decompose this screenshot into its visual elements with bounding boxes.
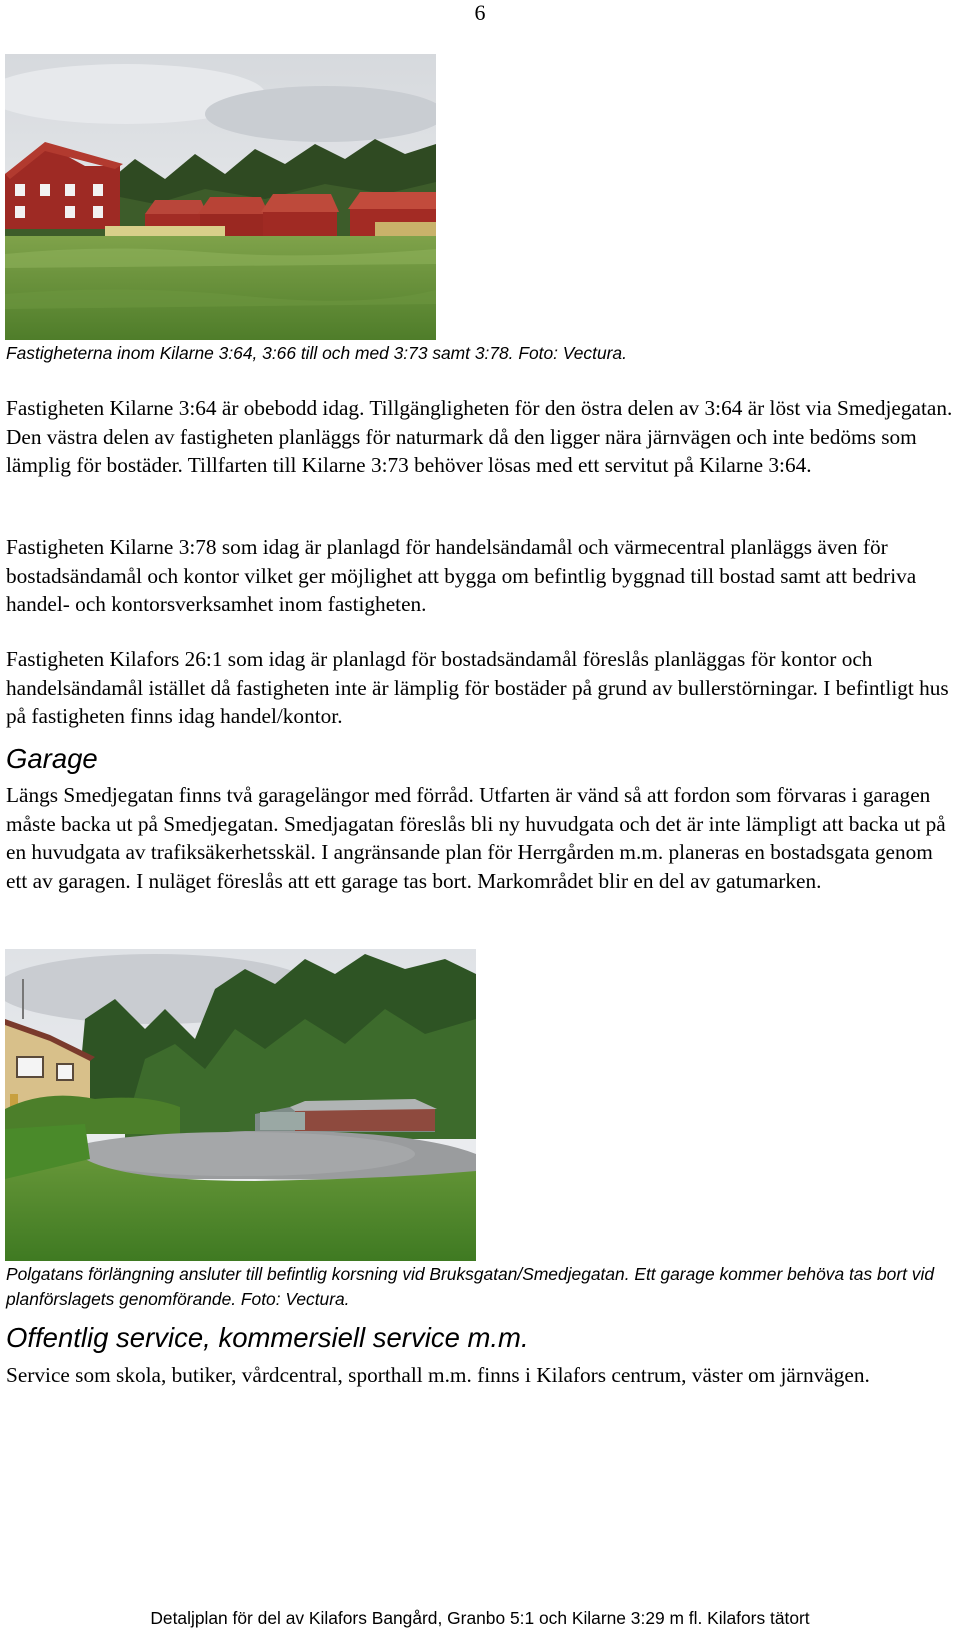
heading-garage: Garage [6, 743, 98, 774]
paragraph-kilafors-26-1: Fastigheten Kilafors 26:1 som idag är planlagd för bostadsändamål föreslås planläggas för kontor och handelsändamål istället då fastigheten inte är lämplig för bostäder på grund av bullerstörningar. I befintligt hus på fastigheten finns idag handel/kontor. [6, 647, 949, 729]
paragraph-kilarne-3-78: Fastigheten Kilarne 3:78 som idag är planlagd för handelsändamål och värmecentral planläggs även för bostadsändamål och kontor vilket ger möjlighet att bygga om befintlig byggnad till bostad samt att bedriva handel- och kontorsverksamhet inom fastigheten. [6, 535, 917, 617]
photo-garage-road-junction-icon [5, 949, 476, 1261]
photo2-caption: Polgatans förlängning ansluter till befintlig korsning vid Bruksgatan/Smedjegatan. Ett garage kommer behöva tas bort vid planförslagets genomförande. Foto: Vectura. [6, 1264, 935, 1309]
paragraph-garage: Längs Smedjegatan finns två garagelängor med förråd. Utfarten är vänd så att fordon som förvaras i garagen måste backa ut på Smedjegatan. Smedjagatan föreslås bli ny huvudgata och det är inte lämpligt att backa ut på en huvudgata av trafiksäkerhetsskäl. I angränsande plan för Herrgården m.m. planeras en bostadsgata genom ett av garagen. I nuläget föreslås att ett garage tas bort. Markområdet blir en del av gatumarken. [6, 783, 946, 894]
heading-offentlig-service: Offentlig service, kommersiell service m.m. [6, 1322, 529, 1353]
photo-red-farm-buildings-icon [5, 54, 436, 340]
photo-farm-buildings [5, 54, 436, 340]
paragraph-kilarne-3-64: Fastigheten Kilarne 3:64 är obebodd idag. Tillgängligheten för den östra delen av 3:64 är löst via Smedjegatan. Den västra delen av fastigheten planläggs för naturmark då den ligger nära järnvägen och inte bedöms som lämplig för bostäder. Tillfarten till Kilarne 3:73 behöver lösas med ett servitut på Kilarne 3:64. [6, 396, 953, 478]
paragraph-service: Service som skola, butiker, vårdcentral, sporthall m.m. finns i Kilafors centrum, väster om järnvägen. [6, 1363, 870, 1387]
page-footer: Detaljplan för del av Kilafors Bangård, Granbo 5:1 och Kilarne 3:29 m fl. Kilafors tätort [150, 1608, 810, 1628]
photo1-caption: Fastigheterna inom Kilarne 3:64, 3:66 till och med 3:73 samt 3:78. Foto: Vectura. [6, 343, 627, 363]
photo-garage-junction [5, 949, 476, 1261]
page-number: 6 [474, 0, 486, 25]
